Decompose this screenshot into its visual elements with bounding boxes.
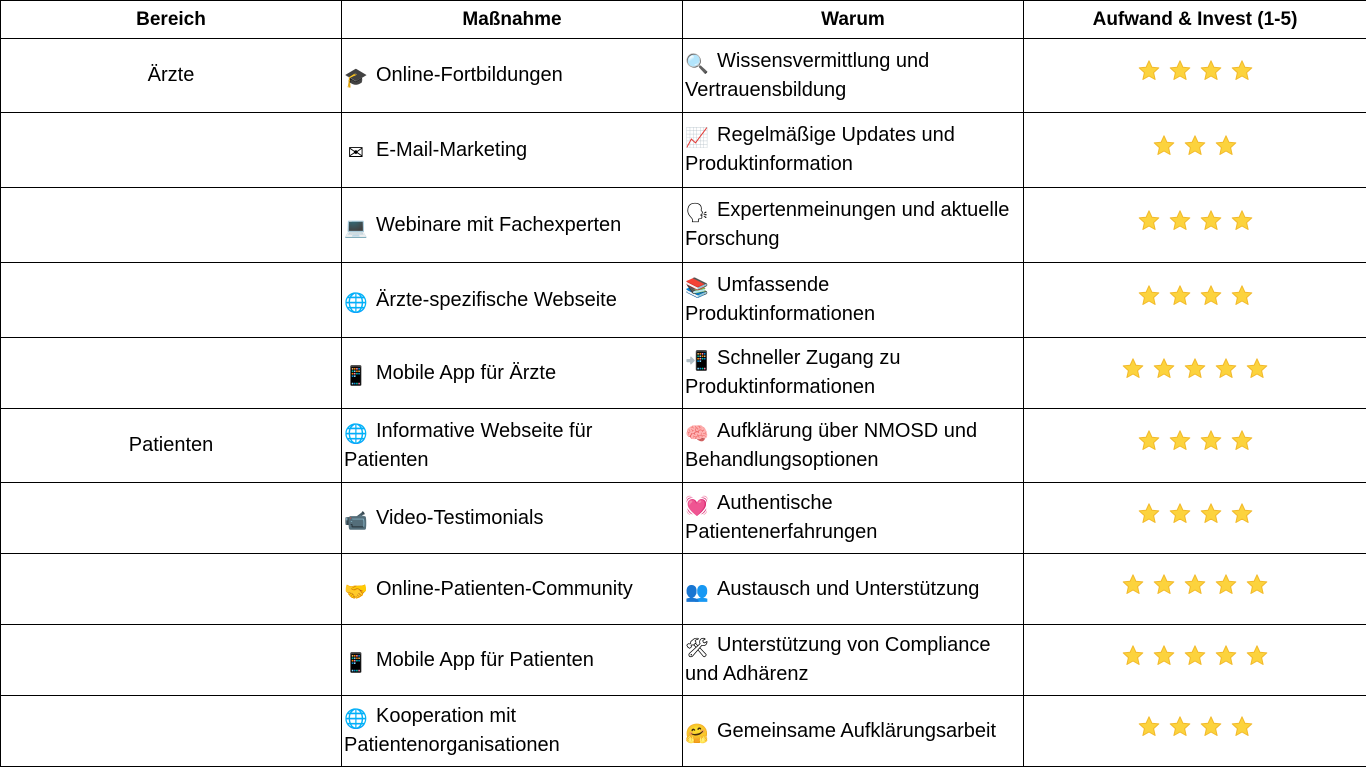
- measure-text: Kooperation mit Patientenorganisationen: [344, 705, 560, 756]
- star-icon: [1183, 134, 1207, 158]
- laptop-icon: 💻: [344, 216, 368, 239]
- star-rating: [1137, 59, 1254, 83]
- why-text: Unterstützung von Compliance und Adhärenz: [685, 634, 991, 685]
- why-text: Gemeinsame Aufklärungsarbeit: [717, 719, 997, 742]
- header-measure: Maßnahme: [342, 1, 683, 39]
- star-icon: [1137, 429, 1161, 453]
- speaking-head-icon: 🗣: [685, 202, 710, 224]
- measure-cell: [342, 554, 683, 625]
- table-row: [1, 188, 1366, 263]
- star-rating: [1137, 715, 1254, 739]
- people-icon: 👥: [685, 580, 709, 603]
- why-text: Expertenmeinungen und aktuelle Forschung: [685, 199, 1010, 250]
- star-icon: [1137, 284, 1161, 308]
- star-icon: [1168, 429, 1192, 453]
- star-icon: [1168, 284, 1192, 308]
- area-cell: [1, 554, 342, 625]
- magnifier-icon: 🔍: [685, 52, 709, 75]
- star-icon: [1214, 644, 1238, 668]
- why-cell: [683, 554, 1024, 625]
- books-icon: 📚: [685, 277, 709, 299]
- header-effort: Aufwand & Invest (1-5): [1024, 1, 1366, 39]
- star-icon: [1152, 644, 1176, 668]
- area-cell: Ärzte: [1, 39, 342, 113]
- star-rating: [1121, 357, 1269, 381]
- measure-text: Video-Testimonials: [376, 506, 544, 529]
- globe-icon: 🌐: [344, 422, 368, 445]
- effort-cell: [1024, 625, 1366, 696]
- table-row: [1, 39, 1366, 113]
- star-icon: [1199, 429, 1223, 453]
- area-cell: [1, 338, 342, 409]
- star-icon: [1137, 209, 1161, 233]
- globe-icon: 🌐: [344, 708, 368, 730]
- table-row: [1, 483, 1366, 554]
- star-rating: [1137, 502, 1254, 526]
- star-rating: [1121, 644, 1269, 668]
- star-rating: [1137, 284, 1254, 308]
- table-row: [1, 554, 1366, 625]
- why-cell: [683, 188, 1024, 263]
- effort-cell: [1024, 263, 1366, 338]
- star-icon: [1199, 502, 1223, 526]
- star-rating: [1152, 134, 1238, 158]
- table-row: [1, 263, 1366, 338]
- star-icon: [1214, 357, 1238, 381]
- measure-cell: [342, 188, 683, 263]
- measure-cell: [342, 483, 683, 554]
- brain-icon: 🧠: [685, 422, 709, 445]
- why-text: Wissensvermittlung und Vertrauensbildung: [685, 49, 930, 101]
- measure-cell: [342, 409, 683, 483]
- handshake-icon: 🤝: [344, 580, 368, 603]
- why-cell: [683, 338, 1024, 409]
- star-icon: [1183, 357, 1207, 381]
- star-icon: [1152, 573, 1176, 597]
- area-cell: [1, 263, 342, 338]
- measure-text: Webinare mit Fachexperten: [376, 213, 622, 236]
- phone-with-arrow-icon: 📲: [685, 350, 709, 372]
- measure-text: Mobile App für Ärzte: [376, 361, 557, 384]
- star-icon: [1245, 644, 1269, 668]
- measure-cell: [342, 263, 683, 338]
- effort-cell: [1024, 409, 1366, 483]
- star-icon: [1168, 715, 1192, 739]
- measure-text: Online-Patienten-Community: [376, 577, 633, 600]
- video-camera-icon: 📹: [344, 509, 368, 532]
- star-icon: [1183, 573, 1207, 597]
- star-icon: [1230, 284, 1254, 308]
- measure-text: Mobile App für Patienten: [376, 648, 594, 671]
- measure-cell: [342, 625, 683, 696]
- area-cell: [1, 483, 342, 554]
- why-cell: [683, 113, 1024, 188]
- star-icon: [1230, 715, 1254, 739]
- star-icon: [1121, 357, 1145, 381]
- globe-icon: 🌐: [344, 291, 368, 314]
- why-text: Regelmäßige Updates und Produktinformation: [685, 124, 955, 175]
- measure-text: Online-Fortbildungen: [376, 64, 563, 86]
- star-icon: [1230, 59, 1254, 83]
- star-icon: [1137, 59, 1161, 83]
- measure-text: Ärzte-spezifische Webseite: [376, 288, 617, 311]
- why-cell: [683, 409, 1024, 483]
- header-row: [1, 1, 1366, 39]
- star-icon: [1199, 284, 1223, 308]
- star-icon: [1199, 209, 1223, 233]
- table-row: [1, 338, 1366, 409]
- effort-cell: [1024, 113, 1366, 188]
- why-text: Aufklärung über NMOSD und Behandlungsoptionen: [685, 419, 978, 471]
- effort-cell: [1024, 696, 1366, 767]
- header-why: Warum: [683, 1, 1024, 39]
- area-cell: [1, 625, 342, 696]
- star-icon: [1137, 715, 1161, 739]
- why-text: Schneller Zugang zu Produktinformationen: [685, 347, 901, 398]
- effort-cell: [1024, 483, 1366, 554]
- star-icon: [1168, 502, 1192, 526]
- area-cell: [1, 113, 342, 188]
- star-icon: [1245, 357, 1269, 381]
- star-icon: [1121, 644, 1145, 668]
- area-cell: [1, 696, 342, 767]
- measure-cell: [342, 113, 683, 188]
- star-icon: [1152, 357, 1176, 381]
- mobile-phone-icon: 📱: [344, 651, 368, 674]
- star-icon: [1121, 573, 1145, 597]
- table-row: [1, 409, 1366, 483]
- star-icon: [1183, 644, 1207, 668]
- star-icon: [1214, 573, 1238, 597]
- star-icon: [1137, 502, 1161, 526]
- star-icon: [1230, 429, 1254, 453]
- why-cell: [683, 39, 1024, 113]
- why-cell: [683, 625, 1024, 696]
- table-row: [1, 696, 1366, 767]
- chart-increasing-icon: 📈: [685, 127, 709, 149]
- star-rating: [1121, 573, 1269, 597]
- star-icon: [1168, 209, 1192, 233]
- measure-cell: [342, 696, 683, 767]
- star-rating: [1137, 429, 1254, 453]
- star-icon: [1245, 573, 1269, 597]
- star-icon: [1199, 715, 1223, 739]
- star-icon: [1230, 209, 1254, 233]
- mobile-phone-icon: 📱: [344, 364, 368, 387]
- star-icon: [1152, 134, 1176, 158]
- star-rating: [1137, 209, 1254, 233]
- hugging-face-icon: 🤗: [685, 722, 709, 745]
- beating-heart-icon: 💓: [685, 495, 709, 517]
- why-text: Authentische Patientenerfahrungen: [685, 492, 878, 543]
- star-icon: [1168, 59, 1192, 83]
- why-cell: [683, 483, 1024, 554]
- header-area: Bereich: [1, 1, 342, 39]
- why-text: Umfassende Produktinformationen: [685, 274, 876, 325]
- table-row: [1, 625, 1366, 696]
- effort-cell: [1024, 188, 1366, 263]
- measure-text: Informative Webseite für Patienten: [344, 419, 593, 471]
- measure-text: E-Mail-Marketing: [376, 138, 528, 161]
- effort-cell: [1024, 554, 1366, 625]
- area-cell: Patienten: [1, 409, 342, 483]
- measure-cell: [342, 39, 683, 113]
- star-icon: [1230, 502, 1254, 526]
- effort-cell: [1024, 39, 1366, 113]
- star-icon: [1199, 59, 1223, 83]
- star-icon: [1214, 134, 1238, 158]
- why-cell: [683, 696, 1024, 767]
- why-cell: [683, 263, 1024, 338]
- table-row: [1, 113, 1366, 188]
- table-body: [1, 39, 1366, 767]
- effort-cell: [1024, 338, 1366, 409]
- envelope-icon: ✉: [348, 141, 364, 164]
- tools-icon: 🛠: [685, 637, 710, 659]
- graduation-cap-icon: 🎓: [344, 67, 368, 89]
- measure-cell: [342, 338, 683, 409]
- why-text: Austausch und Unterstützung: [717, 577, 980, 600]
- area-cell: [1, 188, 342, 263]
